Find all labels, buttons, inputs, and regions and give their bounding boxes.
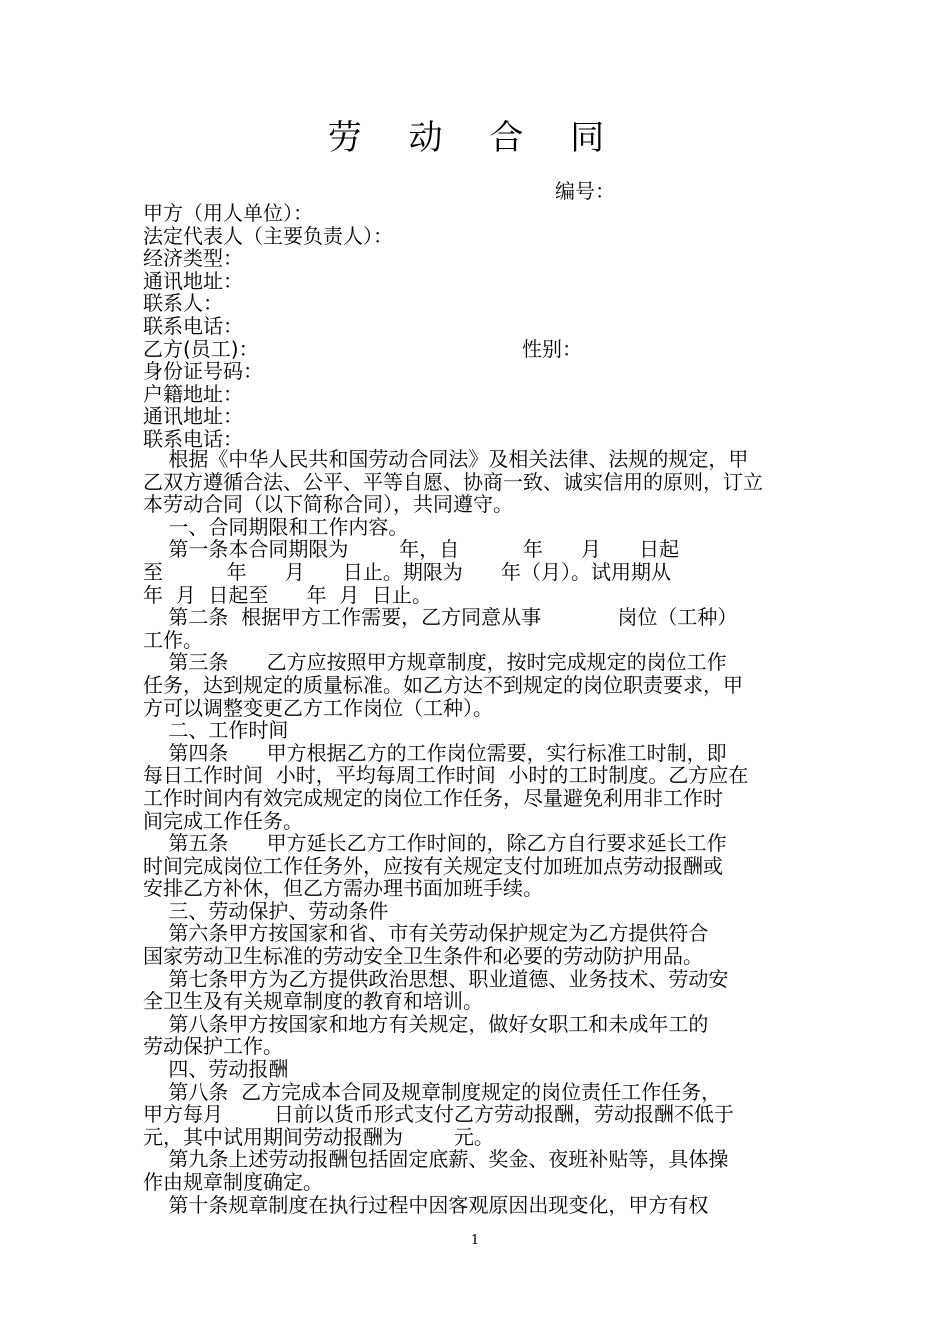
gender-label: 性别： bbox=[522, 336, 582, 361]
party-b-field: 通讯地址： bbox=[143, 404, 243, 429]
body-line: 第二条 根据甲方工作需要，乙方同意从事 岗位（工种） bbox=[143, 605, 738, 630]
body-line: 劳动保护工作。 bbox=[143, 1034, 283, 1059]
body-line: 二、工作时间 bbox=[143, 718, 289, 743]
body-line: 每日工作时间 小时，平均每周工作时间 小时的工时制度。乙方应在 bbox=[143, 763, 749, 788]
party-b-label: 乙方(员工)： bbox=[143, 336, 259, 361]
body-line: 年 月 日起至 年 月 日止。 bbox=[143, 582, 433, 607]
body-line: 间完成工作任务。 bbox=[143, 808, 303, 833]
body-line: 全卫生及有关规章制度的教育和培训。 bbox=[143, 989, 483, 1014]
body-line: 工作。 bbox=[143, 627, 203, 652]
party-a-field: 联系人： bbox=[143, 291, 223, 316]
page-number: 1 bbox=[470, 1233, 480, 1248]
body-line: 国家劳动卫生标准的劳动安全卫生条件和必要的劳动防护用品。 bbox=[143, 944, 703, 969]
party-b-field: 户籍地址： bbox=[143, 381, 243, 406]
body-line: 任务，达到规定的质量标准。如乙方达不到规定的岗位职责要求，甲 bbox=[143, 672, 743, 697]
body-line: 第七条甲方为乙方提供政治思想、职业道德、业务技术、劳动安 bbox=[143, 966, 729, 991]
body-line: 第十条规章制度在执行过程中因客观原因出现变化，甲方有权 bbox=[143, 1192, 709, 1217]
contract-body bbox=[143, 448, 803, 1216]
body-line: 工作时间内有效完成规定的岗位工作任务，尽量避免利用非工作时 bbox=[143, 785, 723, 810]
body-line: 至 年 月 日止。期限为 年（月）。试用期从 bbox=[143, 559, 672, 584]
party-b-field: 身份证号码： bbox=[143, 359, 263, 384]
body-line: 第八条 乙方完成本合同及规章制度规定的岗位责任工作任务， bbox=[143, 1079, 722, 1104]
body-line: 甲方每月 日前以货币形式支付乙方劳动报酬，劳动报酬不低于 bbox=[143, 1102, 734, 1127]
body-line: 乙双方遵循合法、公平、平等自愿、协商一致、诚实信用的原则，订立 bbox=[143, 469, 763, 494]
body-line: 根据《中华人民共和国劳动合同法》及相关法律、法规的规定，甲 bbox=[143, 447, 749, 471]
party-a-field: 联系电话： bbox=[143, 314, 243, 338]
body-line: 安排乙方补休，但乙方需办理书面加班手续。 bbox=[143, 876, 543, 901]
body-line: 一、合同期限和工作内容。 bbox=[143, 514, 409, 539]
body-line: 元，其中试用期间劳动报酬为 元。 bbox=[143, 1124, 494, 1149]
party-a-field: 法定代表人（主要负责人）： bbox=[143, 223, 393, 248]
body-line: 第九条上述劳动报酬包括固定底薪、奖金、夜班补贴等，具体操 bbox=[143, 1147, 729, 1172]
body-line: 本劳动合同（以下简称合同），共同遵守。 bbox=[143, 492, 513, 517]
party-a-field: 经济类型： bbox=[143, 246, 243, 271]
party-a-field: 甲方（用人单位）： bbox=[143, 201, 313, 225]
body-line: 第四条 甲方根据乙方的工作岗位需要，实行标准工时制，即 bbox=[143, 740, 727, 765]
body-line: 时间完成岗位工作任务外，应按有关规定支付加班加点劳动报酬或 bbox=[143, 853, 723, 878]
body-line: 方可以调整变更乙方工作岗位（工种）。 bbox=[143, 695, 493, 720]
serial-number-label: 编号： bbox=[555, 179, 615, 203]
body-line: 第一条本合同期限为 年，自 年 月 日起 bbox=[143, 537, 680, 562]
body-line: 作由规章制度确定。 bbox=[143, 1170, 323, 1194]
body-line: 三、劳动保护、劳动条件 bbox=[143, 898, 389, 923]
body-line: 四、劳动报酬 bbox=[143, 1057, 289, 1082]
party-a-field: 通讯地址： bbox=[143, 268, 243, 293]
body-line: 第八条甲方按国家和地方有关规定，做好女职工和未成年工的 bbox=[143, 1011, 709, 1036]
body-line: 第六条甲方按国家和省、市有关劳动保护规定为乙方提供符合 bbox=[143, 921, 709, 946]
body-line: 第五条 甲方延长乙方工作时间的，除乙方自行要求延长工作 bbox=[143, 831, 727, 856]
party-b-field: 联系电话： bbox=[143, 427, 243, 451]
document-title: 劳 动 合 同 bbox=[327, 118, 623, 158]
body-line: 第三条 乙方应按照甲方规章制度，按时完成规定的岗位工作 bbox=[143, 650, 727, 675]
